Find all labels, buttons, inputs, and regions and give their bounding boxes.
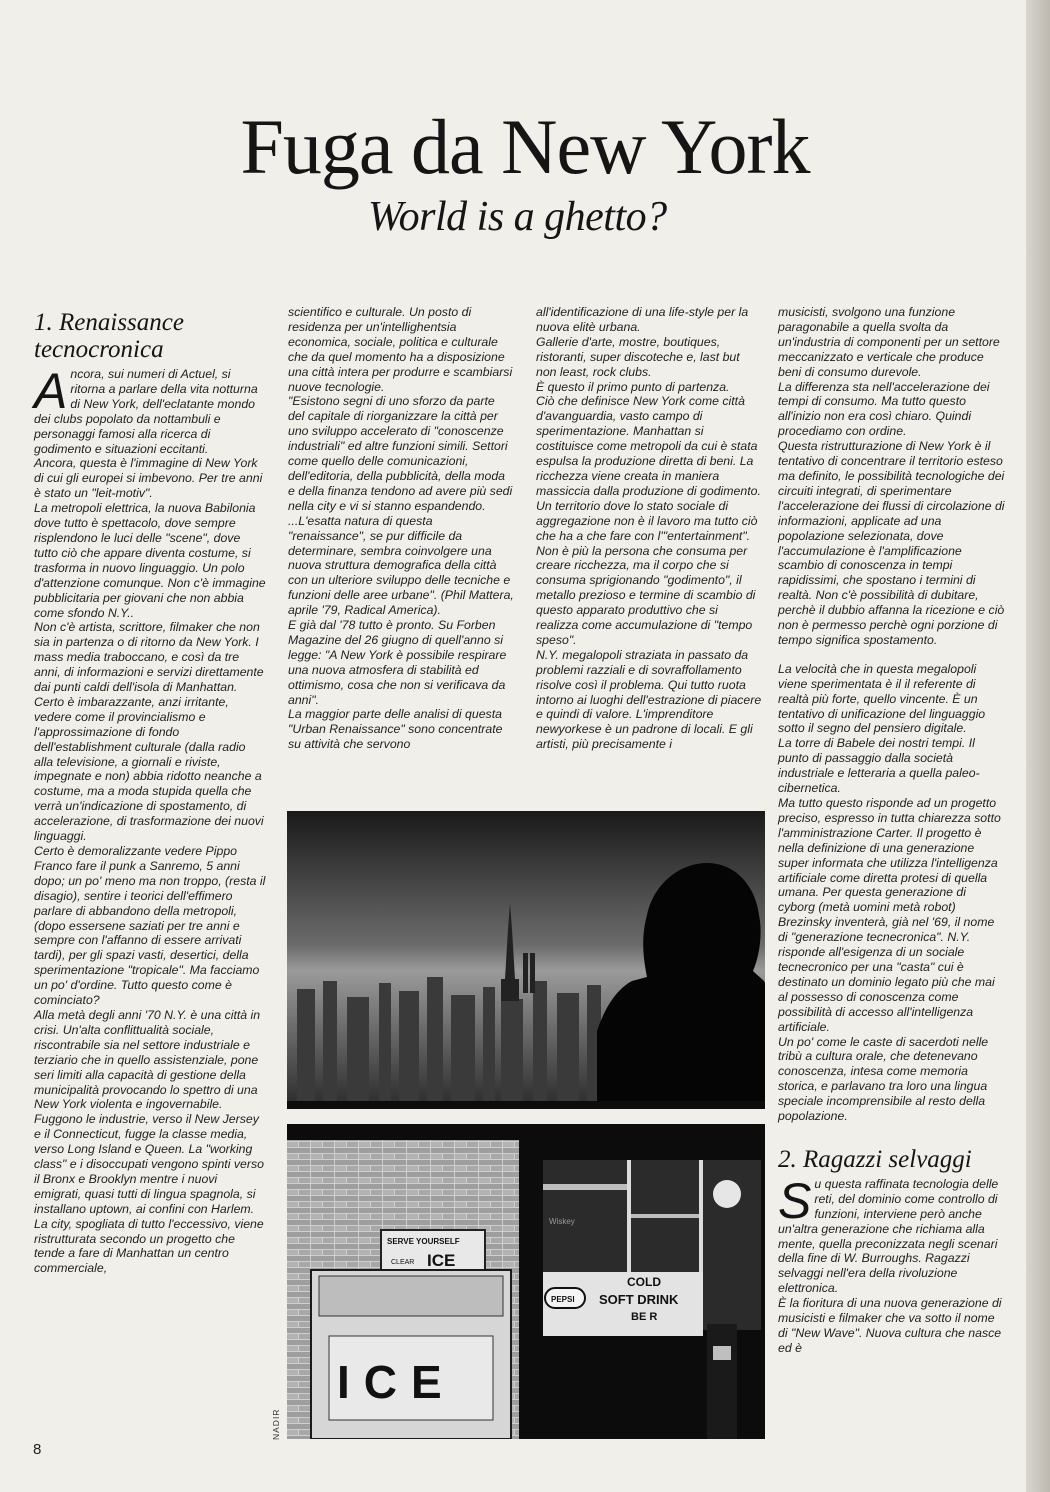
sign-text-wiskey: Wiskey bbox=[549, 1217, 575, 1226]
section-title: Ragazzi selvaggi bbox=[803, 1145, 972, 1173]
sign-text-cold: COLD bbox=[627, 1275, 661, 1289]
dropcap: A bbox=[34, 363, 68, 419]
column-2 bbox=[288, 305, 514, 752]
paragraph: È questo il primo punto di partenza. bbox=[536, 379, 730, 394]
store-image bbox=[287, 1124, 765, 1439]
section-title: Renaissance tecnocronica bbox=[34, 309, 184, 363]
photo-ice-store bbox=[287, 1124, 765, 1439]
paragraph: Certo è imbarazzante, anzi irritante, vedere come il provincialismo e l'approssimazione di fondo dell'establishment culturale (dalla radio alla televisione, a giornali e riviste, impegnate e non) abbia ridotto neanche a costume, ma a moda stupida quella che verrà un'indicazione di spostamento, di accelerazione, di trasformazione dei nuovi linguaggi. bbox=[34, 694, 264, 844]
paragraph: Ma tutto questo risponde ad un progetto preciso, espresso in tutta chiarezza sotto l'amministrazione Carter. Il progetto è nella definizione di una generazione super informata che utilizza l'intelligenza artificiale come diretta protesi di quella umana. Per questa generazione di cyborg (metà uomini metà robot) Brezinsky inventerà, già nel '69, il nome di "generazione tecnecronica". N.Y. risponde all'esigenza di un sociale tecnecronico per una "casta" cui è destinato un dominio legato più che mai al possesso di conoscenza come possibilità di accesso all'intelligenza artificiale. bbox=[778, 796, 1001, 1034]
paragraph: La velocità che in questa megalopoli viene sperimentata è il il referente di realtà più forte, quello vincente. È un tentativo di unificazione del linguaggio sotto il segno del pensiero digitale. bbox=[778, 661, 986, 736]
paragraph: all'identificazione di una life-style per la nuova elitè urbana. bbox=[536, 305, 749, 334]
paragraph: La city, spogliata di tutto l'eccessivo, viene ristrutturata secondo un progetto che tende a fare di Manhattan un centro commerciale, bbox=[34, 1216, 264, 1276]
article-subtitle: World is a ghetto? bbox=[368, 194, 667, 240]
sign-text-soft-drink: SOFT DRINK bbox=[599, 1292, 679, 1307]
article-title: Fuga da New York bbox=[240, 103, 810, 190]
paragraph: N.Y. megalopoli straziata in passato da problemi razziali e di sovraffollamento risolve così il problema. Qui tutto ruota intorno ai luoghi dell'estrazione di piacere e quindi di valore. L'imprenditore newyorkese è un padrone di locali. E gli artisti, più precisamente i bbox=[536, 647, 762, 752]
paragraph: La differenza sta nell'accelerazione dei tempi di consumo. Ma tutto questo all'inizio non era così chiaro. Quindi procediamo con ordine. bbox=[778, 379, 990, 439]
page-number: 8 bbox=[33, 1441, 42, 1458]
paragraph: Ciò che definisce New York come città d'avanguardia, vasto campo di sperimentazione. Manhattan si costituisce come metropoli da cui è stata espulsa la produzione diretta di beni. La ricchezza viene creata in maniera massiccia dalla produzione di godimento. Un territorio dove lo stato sociale di aggregazione non è il lavoro ma tutto ciò che ha a che fare con l'"entertainment". bbox=[536, 394, 761, 543]
photo-skyline bbox=[287, 811, 765, 1109]
sign-text-serve: SERVE YOURSELF bbox=[387, 1237, 460, 1246]
section-number: 2. bbox=[778, 1145, 797, 1173]
skyline-image bbox=[287, 811, 765, 1109]
paragraph: Ancora, questa è l'immagine di New York di cui gli europei si imbevono. Per tre anni è stato un "leit-motiv". bbox=[34, 456, 263, 501]
column-3 bbox=[536, 305, 762, 752]
section-number: 1. bbox=[34, 309, 53, 336]
paragraph: Alla metà degli anni '70 N.Y. è una città in crisi. Un'alta conflittualità sociale, riscontrabile sia nel settore industriale e terziario che in quello assistenziale, pone seri limiti alla capacità di gestione della municipalità provocando lo spettro di una New York violenta e ingovernabile. Fuggono le industrie, verso il New Jersey e il Connecticut, fugge la classe media, verso Long Island e Queen. La "working class" e i disoccupati vengono spinti verso il Bronx e Brooklyn mentre i nuovi emigrati, quasi tutti di lingua spagnola, si installano uptown, ai confini con Harlem. bbox=[34, 1007, 264, 1216]
paragraph-gap bbox=[778, 648, 1006, 662]
sign-text-beer: BE R bbox=[631, 1311, 658, 1323]
paragraph: Non c'è artista, scrittore, filmaker che non sia in partenza o di ritorno da New York. I mass media traboccano, e così da tre anni, di informazioni e servizi direttamente dai punti caldi dell'isola di Manhattan. bbox=[34, 620, 264, 695]
section-heading-1 bbox=[34, 309, 266, 363]
paragraph: La torre di Babele dei nostri tempi. Il punto di passaggio dalla società industriale e letteraria a quella paleo-cibernetica. bbox=[778, 736, 980, 796]
section-heading-2 bbox=[778, 1146, 1006, 1173]
paragraph: E già dal '78 tutto è pronto. Su Forben Magazine del 26 giugno di quell'anno si legge: "A New York è possibile respirare una nuova atmosfera di stabilità ed ottimismo, cosa che non si verificava da anni". bbox=[288, 618, 507, 707]
paragraph: È la fioritura di una nuova generazione di musicisti e filmaker che va sotto il nome di "New Wave". Nuova cultura che nasce ed è bbox=[778, 1296, 1002, 1355]
paragraph: "Esistono segni di uno sforzo da parte del capitale di riorganizzare la città per uno sviluppo accelerato di "conoscenze industriali" ed altre funzioni simili. Settori come quello delle comunicazioni, dell'editoria, della pubblicità, della moda e della finanza tendono ad avere più sedi nella city e vi si stanno espandendo. bbox=[288, 394, 513, 513]
paragraph: ...L'esatta natura di questa "renaissance", se pur difficile da determinare, sembra coinvolgere una nuova struttura demografica della città con un ulteriore sviluppo delle tecniche e funzioni delle aree urbane". (Phil Mattera, aprile '79, Radical America). bbox=[288, 513, 514, 618]
paragraph: Questa ristrutturazione di New York è il tentativo di concentrare il territorio esteso ma definito, le possibilità tecnologiche dei circuiti integrati, di sperimentare l'accelerazione dei flussi di circolazione di informazioni, applicate ad una popolazione selezionata, dove l'accumulazione è l'amplificazione scambio di conoscenza in tempi rapidissimi, che spostano i termini di realtà. Non c'è possibilità di dubitare, perchè il dubbio affanna la ricezione e ciò non è permesso perchè ogni porzione di tempo significa spostamento. bbox=[778, 439, 1005, 647]
photo-credit: NADIR bbox=[271, 1408, 281, 1440]
sign-text-ice-small: ICE bbox=[427, 1251, 456, 1270]
paragraph: La maggior parte delle analisi di questa "Urban Renaissance" sono concentrate su attività che servono bbox=[288, 707, 503, 752]
sign-text-clear: CLEAR bbox=[391, 1259, 415, 1266]
column-1 bbox=[34, 309, 266, 1276]
paragraph: Non è più la persona che consuma per creare ricchezza, ma il corpo che si consuma sprigionando "godimento", il metallo prezioso e termine di scambio di questo apparato produttivo che si realizza come accumulazione di "tempo speso". bbox=[536, 543, 756, 647]
paragraph: u questa raffinata tecnologia delle reti, del dominio come controllo di funzioni, interviene però anche un'altra generazione che richiama alla mente, quella preconizzata negli scenari della fine di W. Burroughs. Ragazzi selvaggi nell'era della rivoluzione elettronica. bbox=[778, 1176, 999, 1296]
column-4 bbox=[778, 305, 1006, 1356]
sign-text-pepsi: PEPSI bbox=[551, 1295, 575, 1304]
paragraph: Certo è demoralizzante vedere Pippo Franco fare il punk a Sanremo, 5 anni dopo; un po' meno ma non troppo, (resta il disagio), sentire i teorici dell'effimero parlare di abbandono della metropoli, (dopo essersene saziati per tre anni e sempre con l'affanno di essere arrivati tardi), per gli spazi vasti, desertici, della sperimentazione "tropicale". Ma facciamo un po' d'ordine. Tutto questo come è cominciato? bbox=[34, 844, 266, 1008]
sign-text-ice-big: ICE bbox=[337, 1356, 456, 1408]
page-edge bbox=[1026, 0, 1050, 1492]
paragraph: Gallerie d'arte, mostre, boutiques, ristoranti, super discoteche e, last but non least, rock clubs. bbox=[536, 334, 740, 379]
paragraph: Un po' come le caste di sacerdoti nelle tribù a cultura orale, che detenevano conoscenza, intesa come memoria storica, e parlavano tra loro una lingua speciale incomprensibile al resto della popolazione. bbox=[778, 1034, 989, 1124]
paragraph: scientifico e culturale. Un posto di residenza per un'intellighentsia economica, sociale, politica e culturale che da quel momento ha a disposizione una città intera per produrre e scambiarsi nuove tecnologie. bbox=[288, 305, 513, 394]
dropcap: S bbox=[778, 1172, 812, 1229]
paragraph: musicisti, svolgono una funzione paragonabile a quella svolta da un'industria di componenti per un settore meccanizzato e verticale che produce beni di consumo durevole. bbox=[778, 305, 1000, 379]
paragraph: La metropoli elettrica, la nuova Babilonia dove tutto è spettacolo, dove sempre risplendono le luci delle "scene", dove tutto ciò che appare diventa costume, si trasforma in nuovo linguaggio. Un polo d'attenzione comunque. Non c'è immagine pubblicitaria per giovani che non abbia come sfondo N.Y.. bbox=[34, 501, 266, 620]
paragraph: ncora, sui numeri di Actuel, si ritorna a parlare della vita notturna di New York, dell'eclatante mondo dei clubs popolato da nottambuli e personaggi famosi alla ricerca di godimento e situazioni eccitanti. bbox=[34, 367, 258, 456]
